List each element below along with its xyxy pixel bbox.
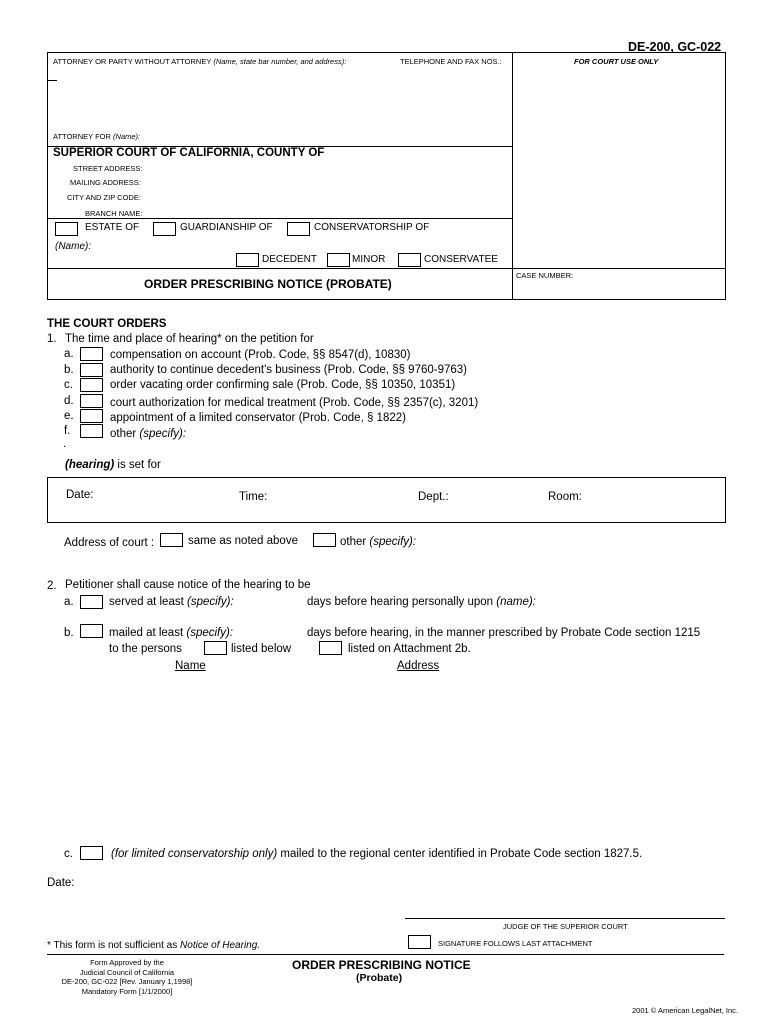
item-letter: e. [64, 410, 74, 422]
conservatee-checkbox[interactable] [398, 253, 421, 267]
item-1-number: 1. [47, 333, 57, 345]
guardianship-of-label: GUARDIANSHIP OF [180, 222, 273, 233]
footer-title: ORDER PRESCRIBING NOTICE [292, 958, 471, 972]
same-as-above-label: same as noted above [188, 535, 298, 547]
mailed-label: mailed at least (specify): [109, 627, 234, 639]
phone-label: TELEPHONE AND FAX NOS.: [400, 57, 502, 66]
item-other: other (specify): [110, 428, 187, 440]
hearing-box [47, 477, 726, 523]
other-address-checkbox[interactable] [313, 533, 336, 547]
conservatorship-of-label: CONSERVATORSHIP OF [314, 222, 430, 233]
served-checkbox[interactable] [80, 595, 103, 609]
dept-label: Dept.: [418, 491, 449, 503]
estate-of-label: ESTATE OF [85, 222, 140, 233]
footnote: * This form is not sufficient as Notice of Hearing. [47, 940, 261, 951]
case-number-label: CASE NUMBER: [516, 271, 574, 280]
medical-treatment-checkbox[interactable] [80, 394, 103, 408]
minor-label: MINOR [352, 254, 386, 265]
signature-follows-label: SIGNATURE FOLLOWS LAST ATTACHMENT [438, 939, 593, 948]
decedent-label: DECEDENT [262, 254, 318, 265]
item-letter: c. [64, 848, 73, 860]
form-number: DE-200, GC-022 [628, 40, 722, 54]
estate-of-checkbox[interactable] [55, 222, 78, 236]
decedent-checkbox[interactable] [236, 253, 259, 267]
city-zip-label: CITY AND ZIP CODE: [67, 193, 141, 202]
footer-subtitle: (Probate) [356, 972, 403, 984]
item-text: compensation on account (Prob. Code, §§ 8547(d), 10830) [110, 349, 411, 361]
signature-line [405, 918, 725, 919]
judge-label: JUDGE OF THE SUPERIOR COURT [503, 922, 628, 931]
minor-checkbox[interactable] [327, 253, 350, 267]
street-address-label: STREET ADDRESS: [73, 164, 143, 173]
item-text: court authorization for medical treatment (Prob. Code, §§ 2357(c), 3201) [110, 397, 479, 409]
address-column-header: Address [397, 660, 440, 672]
item-letter: f. [64, 425, 71, 437]
served-label: served at least (specify): [109, 596, 234, 608]
item-text: order vacating order confirming sale (Prob. Code, §§ 10350, 10351) [110, 379, 456, 391]
name-label: (Name): [55, 241, 92, 252]
days-mailed: days before hearing, in the manner prescribed by Probate Code section 1215 [307, 627, 701, 639]
item-2-number: 2. [47, 580, 57, 592]
mailing-address-label: MAILING ADDRESS: [70, 178, 141, 187]
tick-mark [47, 80, 57, 81]
other-checkbox[interactable] [80, 424, 103, 438]
divider [47, 268, 725, 269]
court-name: SUPERIOR COURT OF CALIFORNIA, COUNTY OF [53, 147, 325, 159]
vacating-order-checkbox[interactable] [80, 378, 103, 392]
listed-attachment-checkbox[interactable] [319, 641, 342, 655]
form-approval: Form Approved by the Judicial Council of California DE-200, GC-022 [Rev. January 1,1998] Mandatory Form [1/1/2000] [61, 958, 193, 996]
conservatorship-of-checkbox[interactable] [287, 222, 310, 236]
divider-vertical [512, 52, 513, 299]
item-letter: b. [64, 364, 74, 376]
court-use-label: FOR COURT USE ONLY [574, 57, 659, 66]
name-column-header: Name [175, 660, 206, 672]
conservatee-label: CONSERVATEE [424, 254, 498, 265]
item-text: authority to continue decedent's business (Prob. Code, §§ 9760-9763) [110, 364, 468, 376]
item-2-text: Petitioner shall cause notice of the hearing to be [65, 579, 311, 591]
guardianship-of-checkbox[interactable] [153, 222, 176, 236]
signature-follows-checkbox[interactable] [408, 935, 431, 949]
to-the-persons: to the persons [109, 643, 182, 655]
footer-rule [47, 954, 724, 955]
date-label-2: Date: [47, 877, 75, 889]
item-letter: d. [64, 395, 74, 407]
item-text: appointment of a limited conservator (Prob. Code, § 1822) [110, 412, 406, 424]
attorney-for-label: ATTORNEY FOR (Name): [53, 132, 141, 141]
continue-business-checkbox[interactable] [80, 363, 103, 377]
other-address-label: other (specify): [340, 536, 417, 548]
date-label: Date: [66, 489, 94, 501]
listed-below-checkbox[interactable] [204, 641, 227, 655]
regional-center-checkbox[interactable] [80, 846, 103, 860]
regional-center-text: (for limited conservatorship only) mailed to the regional center identified in Probate Code section 1827.5. [111, 848, 643, 860]
branch-name-label: BRANCH NAME: [85, 209, 143, 218]
limited-conservator-checkbox[interactable] [80, 409, 103, 423]
item-letter: b. [64, 627, 74, 639]
hearing-set-for: (hearing) is set for [65, 459, 161, 471]
listed-below-label: listed below [231, 643, 292, 655]
item-letter: a. [64, 348, 74, 360]
court-orders-heading: THE COURT ORDERS [47, 318, 167, 330]
item-letter: a. [64, 596, 74, 608]
divider [47, 218, 513, 219]
caption-box [47, 52, 726, 300]
item-letter: c. [64, 379, 73, 391]
time-label: Time: [239, 491, 268, 503]
listed-attachment-label: listed on Attachment 2b. [348, 643, 471, 655]
form-title: ORDER PRESCRIBING NOTICE (PROBATE) [144, 277, 392, 291]
same-as-above-checkbox[interactable] [160, 533, 183, 547]
copyright: 2001 © American LegalNet, Inc. [632, 1006, 739, 1015]
mailed-checkbox[interactable] [80, 624, 103, 638]
compensation-checkbox[interactable] [80, 347, 103, 361]
room-label: Room: [548, 491, 582, 503]
dot: . [63, 438, 67, 450]
attorney-label: ATTORNEY OR PARTY WITHOUT ATTORNEY (Name, state bar number, and address): [53, 57, 347, 66]
days-personally: days before hearing personally upon (name): [307, 596, 536, 608]
item-1-text: The time and place of hearing* on the petition for [65, 333, 314, 345]
address-of-court-label: Address of court : [64, 537, 155, 549]
